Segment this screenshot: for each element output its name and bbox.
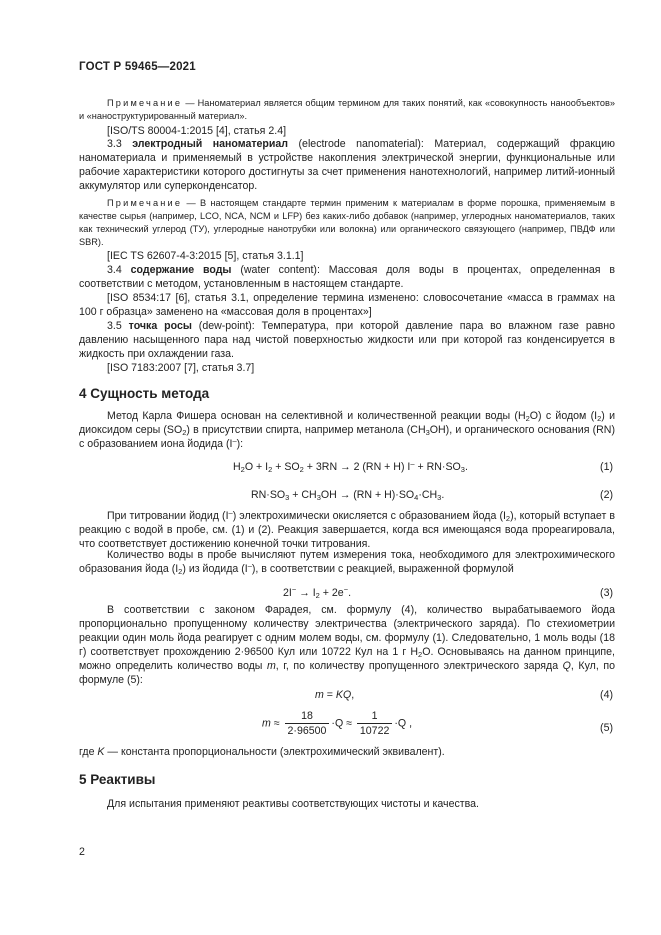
reference-1: [ISO/TS 80004-1:2015 [4], статья 2.4] xyxy=(107,125,287,137)
equation-2-number: (2) xyxy=(600,489,613,501)
equation-2: $RN\cdot SO_3 + CH_3OH \to (RN + H)\cdot SO_4\cdot CH_3$. xyxy=(251,489,445,502)
note-2: Примечание — В настоящем стандарте термин применим к материалам в форме порошка, применяемым в качестве сырья (например, LCO, NCA, NCM и LFP) без каких-либо добавок (например, углеродных наноматериалов, таких как технический углерод (ТУ), углеродные нанотрубки или волокна) или органического связующего (например, ПВДФ или SBR). xyxy=(79,198,615,247)
equation-3-number: (3) xyxy=(600,587,613,599)
fraction-1-over-10722: $\frac{1}{10722}$ xyxy=(357,709,392,738)
reference-4: [ISO 7183:2007 [7], статья 3.7] xyxy=(107,362,255,374)
paragraph-titration: При титровании йодид (I–) электрохимически окисляется с образованием йода $(I_2)$, который вступает в реакцию с водой в пробе, см. (1) и (2). Реакция завершается, когда вся имеющаяся вода прореагировала, что соответствует достижению конечной точки титрования. xyxy=(79,508,616,550)
paragraph-water-amount: Количество воды в пробе вычисляют путем измерения тока, необходимого для электрохимического образования йода $(I_2)$ из йодида (I–), в соответствии с реакцией, выраженной формулой xyxy=(79,549,615,576)
equation-1: $H_2O + I_2 + SO_2 + 3RN \to 2$ (RN + H) $I^- + RN\cdot SO_3$. xyxy=(233,459,468,474)
section-4-title: 4 Сущность метода xyxy=(79,386,210,401)
term-3-4: 3.4 содержание воды (water content): Массовая доля воды в процентах, определенная в соответствии с методом, установленным в настоящем стандарте. xyxy=(79,264,615,290)
equation-5-number: (5) xyxy=(600,722,613,734)
standard-header: ГОСТ Р 59465—2021 xyxy=(79,61,196,73)
equation-4-number: (4) xyxy=(600,689,613,701)
equation-1-number: (1) xyxy=(600,461,613,473)
reference-3: [ISO 8534:17 [6], статья 3.1, определение термина изменено: словосочетание «масса в граммах на 100 г образца» заменено на «массовая доля в процентах»] xyxy=(79,292,615,318)
fraction-18-over-2x96500: $\frac{18}{2\cdot 96500}$ xyxy=(285,709,330,738)
paragraph-where-k: где K — константа пропорциональности (электрохимический эквивалент). xyxy=(79,746,445,758)
paragraph-method: Метод Карла Фишера основан на селективной и количественной реакции воды $(H_2O)$ с йодом $(I_2)$ и диоксидом серы $(SO_2)$ в присутствии спирта, например метанола $(CH_3OH)$, и органического основания (RN) с образованием иона йодида (I–): xyxy=(79,410,615,450)
equation-3: $2I^- \to I_2 + 2e^-$. xyxy=(283,585,352,600)
term-3-3: 3.3 электродный наноматериал (electrode nanomaterial): Материал, содержащий фракцию наноматериала и применяемый в устройстве накопления электрической энергии, функциональные или рабочие характеристики которого достигнуты за счет применения нанотехнологий, например литий-ионный аккумулятор или суперконденсатор. xyxy=(79,138,615,192)
paragraph-faraday: В соответствии с законом Фарадея, см. формулу (4), количество вырабатываемого йода пропорционально пропущенному количеству электричества (электрического заряда). По стехиометрии реакции один моль йода реагирует с одним молем воды, см. формулу (1). Следовательно, 1 моль воды (18 г) соответствует прохождению 2·96500 Кул или 10722 Кул на 1 г $H_2O$. Основываясь на данном принципе, можно определить количество воды m, г, по количеству пропущенного электрического заряда Q, Кул, по формуле (5): xyxy=(79,604,615,686)
page-number: 2 xyxy=(79,846,85,858)
note-1: Примечание — Наноматериал является общим термином для таких понятий, как «совокупность нанообъектов» и «наноструктурированный материал». xyxy=(79,98,615,121)
reference-2: [IEC TS 62607-4-3:2015 [5], статья 3.1.1] xyxy=(107,250,304,262)
section-5-title: 5 Реактивы xyxy=(79,772,156,787)
equation-4: m = KQ, xyxy=(315,689,355,701)
term-3-5: 3.5 точка росы (dew-point): Температура, при которой давление пара во влажном газе равно давлению насыщенного пара над чистой поверхностью жидкости или при которой газ конденсируется в жидкость при охлаждении газа. xyxy=(79,320,615,360)
paragraph-reagents: Для испытания применяют реактивы соответствующих чистоты и качества. xyxy=(107,798,479,810)
note-label: Примечание xyxy=(107,98,183,108)
equation-5: m ≈ $\frac{18}{2\cdot 96500}$ ·Q ≈ $\frac{1}{10722}$ ·Q , xyxy=(262,710,413,737)
